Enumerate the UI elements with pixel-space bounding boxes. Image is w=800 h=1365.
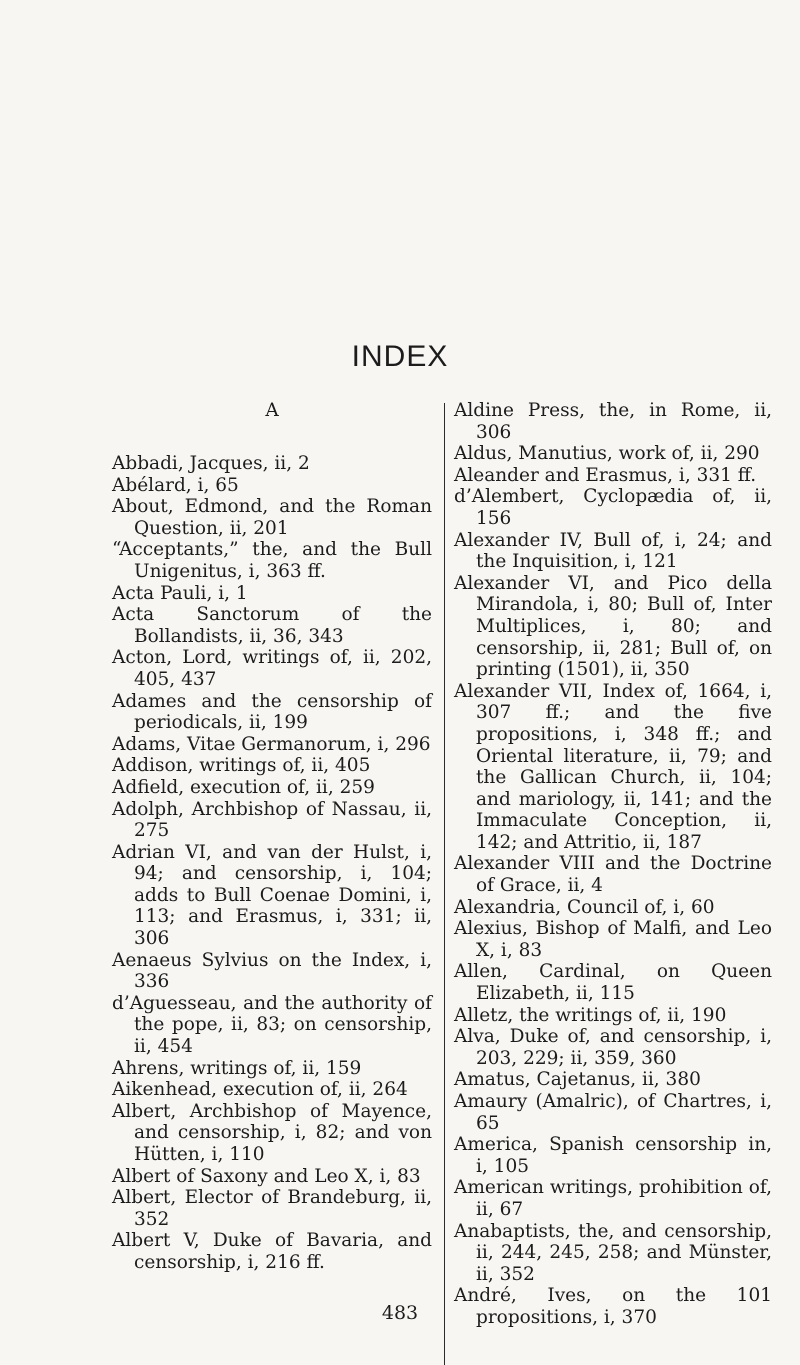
index-entry: Aenaeus Sylvius on the Index, i, 336: [112, 949, 432, 993]
column-divider: [444, 403, 445, 1365]
index-entry: André, Ives, on the 101 propositions, i, 370: [454, 1285, 772, 1328]
index-entry: Acta Pauli, i, 1: [112, 582, 248, 604]
index-entry: Aldine Press, the, in Rome, ii, 306: [454, 400, 772, 443]
page-number: 483: [381, 1302, 419, 1324]
index-entry: Abbadi, Jacques, ii, 2: [112, 453, 310, 474]
index-entry: Aikenhead, execution of, ii, 264: [112, 1079, 408, 1101]
index-entry: Adames and the censorship of periodicals, ii, 199: [112, 690, 432, 734]
index-entry: Alletz, the writings of, ii, 190: [454, 1004, 727, 1026]
index-entry: Ahrens, writings of, ii, 159: [112, 1057, 362, 1079]
index-entry: About, Edmond, and the Roman Question, ii, 201: [112, 496, 432, 539]
index-entry: Alexander VII, Index of, 1664, i, 307 ff.; and the five propositions, i, 348 ff.; and Oriental literature, ii, 79; and the Gallican Church, ii, 104; and mariology, ii, 141; and the Immaculate Conception, ii, 142; and Attritio, ii, 187: [454, 680, 772, 853]
index-entry: Adfield, execution of, ii, 259: [112, 776, 375, 798]
page-title: INDEX: [351, 340, 449, 373]
section-letter: A: [265, 400, 279, 421]
index-entry: Albert, Archbishop of Mayence, and censorship, i, 82; and von Hütten, i, 110: [112, 1100, 432, 1165]
index-entry: Adrian VI, and van der Hulst, i, 94; and censorship, i, 104; adds to Bull Coenae Domini, i, 113; and Erasmus, i, 331; ii, 306: [112, 841, 432, 950]
index-entry: Aldus, Manutius, work of, ii, 290: [454, 443, 760, 465]
index-entry: Allen, Cardinal, on Queen Elizabeth, ii, 115: [454, 961, 772, 1005]
index-entry: American writings, prohibition of, ii, 67: [454, 1177, 772, 1220]
index-entry: d’Aguesseau, and the authority of the pope, ii, 83; on censorship, ii, 454: [112, 992, 432, 1058]
index-entry: Alexius, Bishop of Malfi, and Leo X, i, 83: [454, 918, 772, 961]
index-entry: Albert, Elector of Brandeburg, ii, 352: [112, 1187, 432, 1230]
index-entry: Acta Sanctorum of the Bollandists, ii, 36, 343: [112, 604, 432, 647]
index-entry: “Acceptants,” the, and the Bull Unigenitus, i, 363 ff.: [112, 539, 432, 582]
index-entry: Alexander IV, Bull of, i, 24; and the Inquisition, i, 121: [454, 529, 772, 573]
index-entry: Alexander VIII and the Doctrine of Grace, ii, 4: [454, 853, 772, 897]
index-entry: Anabaptists, the, and censorship, ii, 244, 245, 258; and Münster, ii, 352: [454, 1220, 772, 1285]
index-entry: Abélard, i, 65: [112, 474, 239, 496]
index-entry: Addison, writings of, ii, 405: [112, 755, 371, 777]
index-entry: Albert of Saxony and Leo X, i, 83: [112, 1165, 421, 1187]
index-entry: America, Spanish censorship in, i, 105: [454, 1134, 772, 1177]
index-entry: Aleander and Erasmus, i, 331 ff.: [454, 464, 757, 486]
right-column: [454, 400, 772, 1329]
index-entry: d’Alembert, Cyclopædia of, ii, 156: [454, 486, 772, 529]
index-entry: Alexandria, Council of, i, 60: [454, 896, 715, 918]
index-entry: Acton, Lord, writings of, ii, 202, 405, 437: [112, 647, 432, 690]
index-entry: Adolph, Archbishop of Nassau, ii, 275: [112, 798, 432, 842]
index-entry: Adams, Vitae Germanorum, i, 296: [112, 733, 431, 755]
index-entry: Alexander VI, and Pico della Mirandola, i, 80; Bull of, Inter Multiplices, i, 80; and censorship, ii, 281; Bull of, on printing (1501), ii, 350: [454, 572, 772, 681]
index-entry: Alva, Duke of, and censorship, i, 203, 229; ii, 359, 360: [454, 1026, 772, 1069]
index-entry: Amatus, Cajetanus, ii, 380: [454, 1069, 701, 1091]
index-entry: Albert V, Duke of Bavaria, and censorship, i, 216 ff.: [112, 1230, 432, 1273]
index-entry: Amaury (Amalric), of Chartres, i, 65: [454, 1091, 772, 1134]
left-column: [112, 400, 432, 1274]
